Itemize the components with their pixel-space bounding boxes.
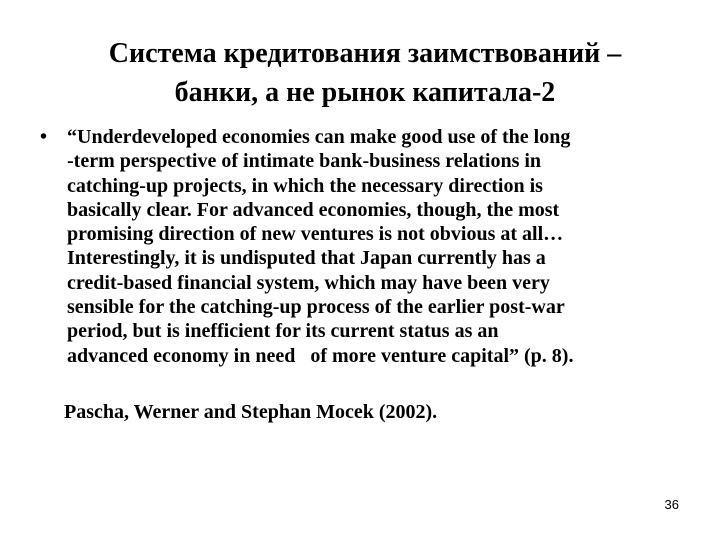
slide-title-line-1: Система кредитования заимствований – bbox=[108, 38, 622, 69]
quote-line: period, but is inefficient for its current status as an bbox=[67, 320, 499, 343]
quote-line: credit-based financial system, which may have been very bbox=[67, 271, 550, 294]
quote-line: sensible for the catching-up process of the earlier post-war bbox=[67, 296, 565, 319]
quote-line: promising direction of new ventures is not obvious at all… bbox=[67, 223, 564, 246]
quote-line: basically clear. For advanced economies, though, the most bbox=[67, 198, 560, 221]
slide-title bbox=[30, 34, 700, 112]
citation: Pascha, Werner and Stephan Mocek (2002). bbox=[64, 401, 438, 423]
quote-line: -term perspective of intimate bank-business relations in bbox=[67, 150, 542, 173]
bullet-marker: • bbox=[40, 126, 48, 148]
page-number: 36 bbox=[664, 497, 679, 512]
quote-line: advanced economy in need of more venture capital” (p. 8). bbox=[67, 344, 574, 367]
quote-line: Interestingly, it is undisputed that Japan currently has a bbox=[67, 247, 546, 270]
quote-text bbox=[67, 125, 697, 368]
quote-line: “Underdeveloped economies can make good use of the long bbox=[67, 126, 571, 148]
quote-line: catching-up projects, in which the necessary direction is bbox=[67, 174, 543, 197]
slide-title-line-2: банки, а не рынок капитала-2 bbox=[174, 77, 556, 108]
